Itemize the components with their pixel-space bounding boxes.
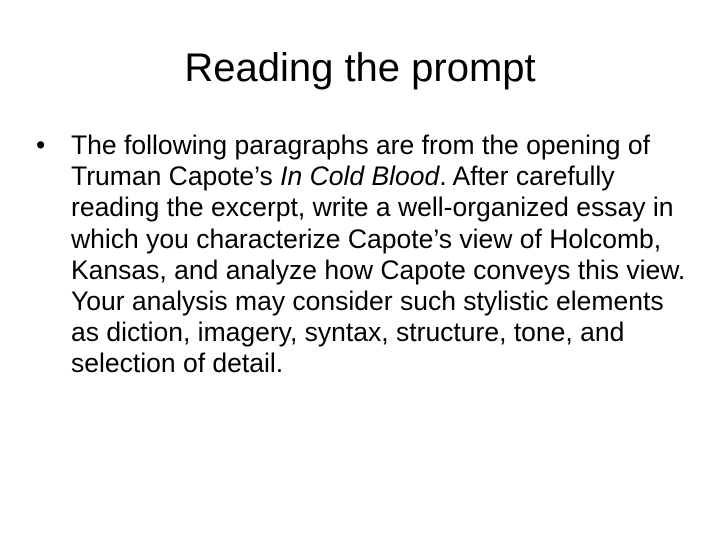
bullet-list [36,130,696,380]
prompt-bullet [36,130,696,380]
prompt-text-body: . After carefully reading the excerpt, write a well-organized essay in which you characterize Capote’s view of Holcomb, Kansas, and analyze how Capote conveys this view. Your analysis may consider such stylistic elements as diction, imagery, syntax, structure, tone, and selection of detail. [71,161,686,379]
bullet-marker: • [36,130,46,160]
slide-title: Reading the prompt [184,46,536,90]
prompt-text-intro: The following paragraphs are from the opening of Truman Capote’s [71,130,650,192]
book-title: In Cold Blood [280,161,440,192]
